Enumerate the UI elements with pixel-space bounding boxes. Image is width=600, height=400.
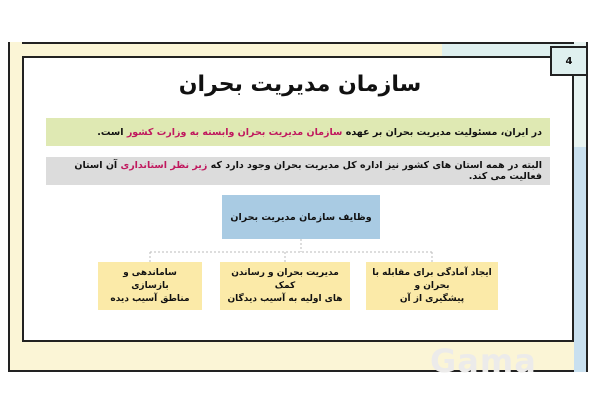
child1-line1: ایجاد آمادگی برای مقابله با بحران و <box>372 267 492 291</box>
paragraph1-highlight: سازمان مدیریت بحران وابسته به وزارت کشور <box>126 126 343 138</box>
paragraph2-text-before: البته در همه استان های کشور نیز اداره کل مدیریت بحران وجود دارد که <box>207 160 542 171</box>
diagram-child-relief <box>220 262 350 310</box>
child1-line2: پیشگیری از آن <box>399 293 465 304</box>
paragraph2-text-after: آن استان فعالیت می کند. <box>74 160 542 182</box>
watermark-logo: Gama <box>430 342 537 380</box>
paragraph1-text-before: در ایران، مسئولیت مدیریت بحران بر عهده <box>342 126 542 138</box>
child2-line2: های اولیه به آسیب دیدگان <box>227 293 343 304</box>
paragraph-provinces <box>46 157 550 185</box>
frame-band-left <box>8 42 22 372</box>
paragraph2-highlight: زیر نظر استانداری <box>120 160 208 171</box>
diagram-child-preparedness <box>366 262 498 310</box>
page-number: 4 <box>550 46 588 76</box>
child2-line1: مدیریت بحران و رساندن کمک <box>231 267 339 291</box>
child3-line1: ساماندهی و بازسازی <box>123 267 177 291</box>
diagram-root-box: وظایف سازمان مدیریت بحران <box>222 195 380 239</box>
child3-line2: مناطق آسیب دیده <box>110 293 190 304</box>
diagram-child-reconstruction <box>98 262 202 310</box>
frame-band-right-bottom <box>574 147 588 372</box>
slide-title: سازمان مدیریت بحران <box>178 72 422 97</box>
paragraph-responsibility <box>46 118 550 146</box>
paragraph1-text-after: است. <box>97 126 127 138</box>
